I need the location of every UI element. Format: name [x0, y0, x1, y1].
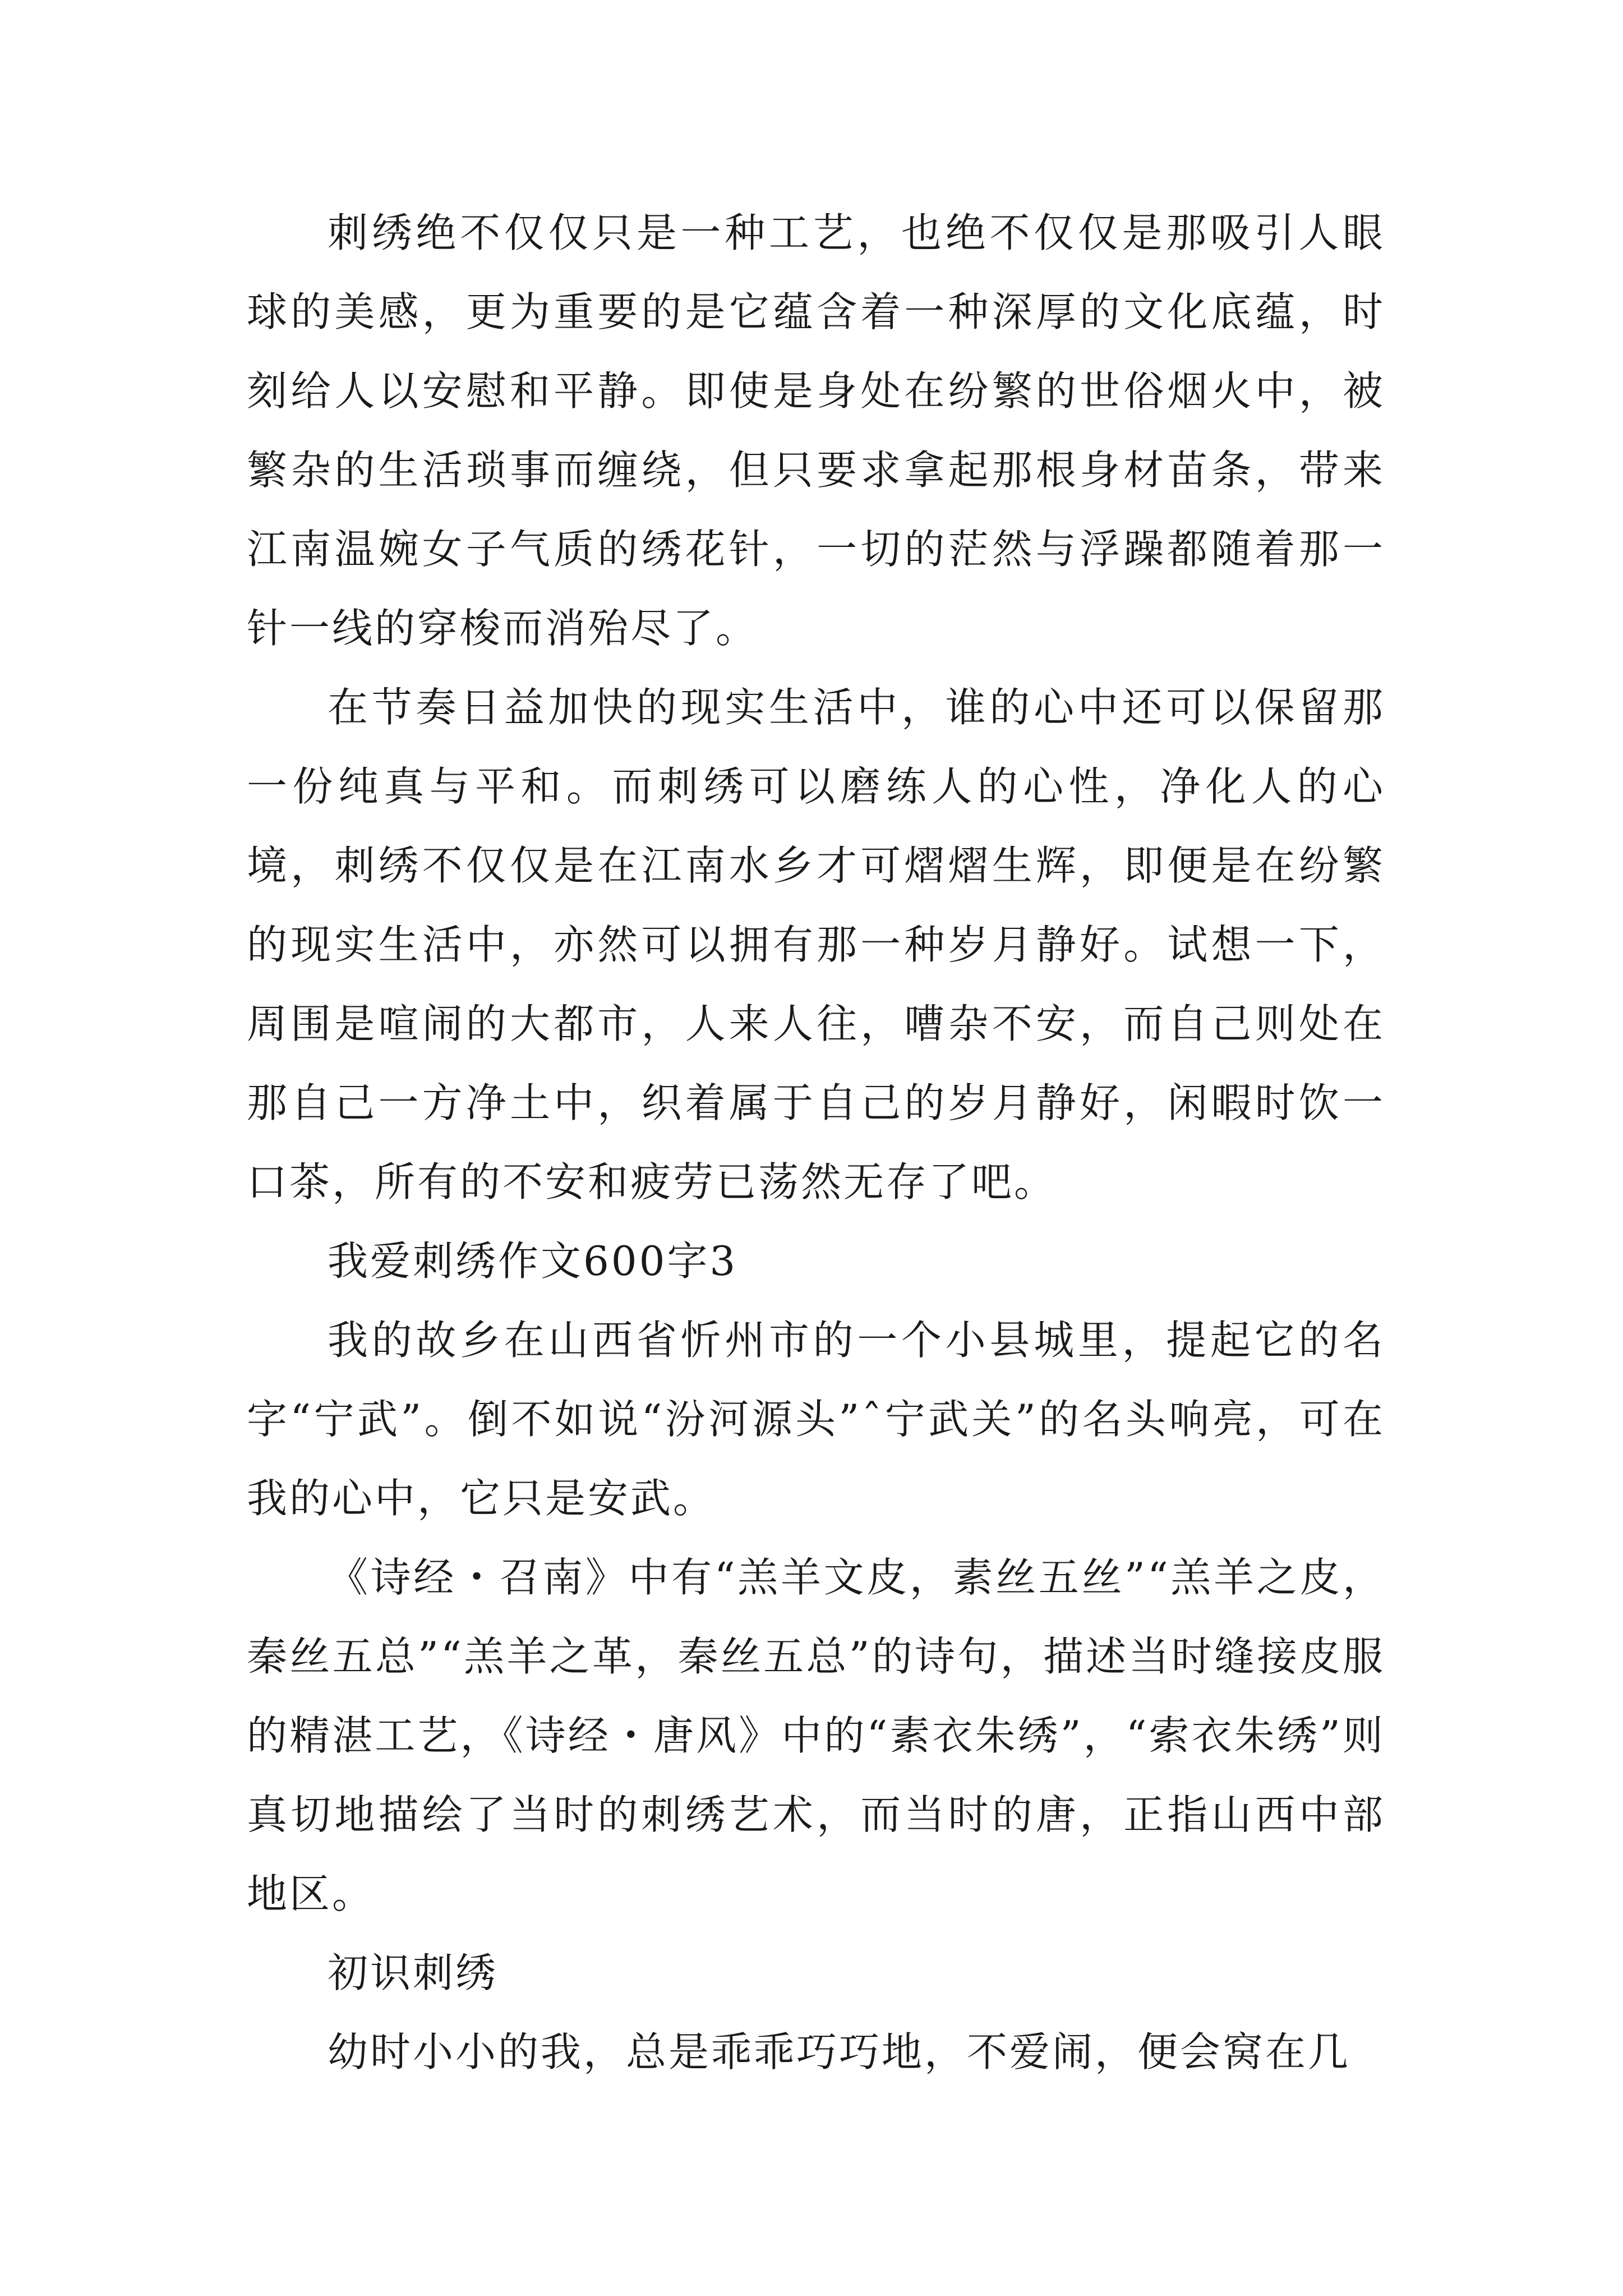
subheading: 初识刺绣 [328, 1949, 499, 1996]
paragraph-embroidery-meaning: 刺绣绝不仅仅只是一种工艺，也绝不仅仅是那吸引人眼球的美感，更为重要的是它蕴含着一种深厚的文化底蕴，时刻给人以安慰和平静。即使是身处在纷繁的世俗烟火中，被繁杂的生活琐事而缠绕，但只要求拿起那根身材苗条，带来江南温婉女子气质的绣花针，一切的茫然与浮躁都随着那一针一线的穿梭而消殆尽了。 [247, 209, 1385, 652]
paragraph-hometown: 我的故乡在山西省忻州市的一个小县城里，提起它的名字“宁武”。倒不如说“汾河源头”ˆ宁武关”的名头响亮，可在我的心中，它只是安武。 [247, 1317, 1385, 1522]
paragraph-shijing: 《诗经・召南》中有“羔羊文皮，素丝五丝”“羔羊之皮，秦丝五总”“羔羊之革，秦丝五总”的诗句，描述当时缝接皮服的精湛工艺，《诗经・唐风》中的“素衣朱绣”，“索衣朱绣”则真切地描绘了当时的刺绣艺术，而当时的唐，正指山西中部地区。 [247, 1554, 1385, 1917]
paragraph-modern-life: 在节奏日益加快的现实生活中，谁的心中还可以保留那一份纯真与平和。而刺绣可以磨练人的心性，净化人的心境，刺绣不仅仅是在江南水乡才可熠熠生辉，即便是在纷繁的现实生活中，亦然可以拥有那一种岁月静好。试想一下，周围是喧闹的大都市，人来人往，嘈杂不安，而自己则处在那自己一方净土中，织着属于自己的岁月静好，闲暇时饮一口茶，所有的不安和疲劳已荡然无存了吧。 [247, 684, 1385, 1205]
paragraph-childhood: 幼时小小的我，总是乖乖巧巧地，不爱闹，便会窝在几 [328, 2028, 1351, 2076]
section-title: 我爱刺绣作文600字3 [328, 1237, 738, 1285]
document-body [247, 194, 1385, 2092]
